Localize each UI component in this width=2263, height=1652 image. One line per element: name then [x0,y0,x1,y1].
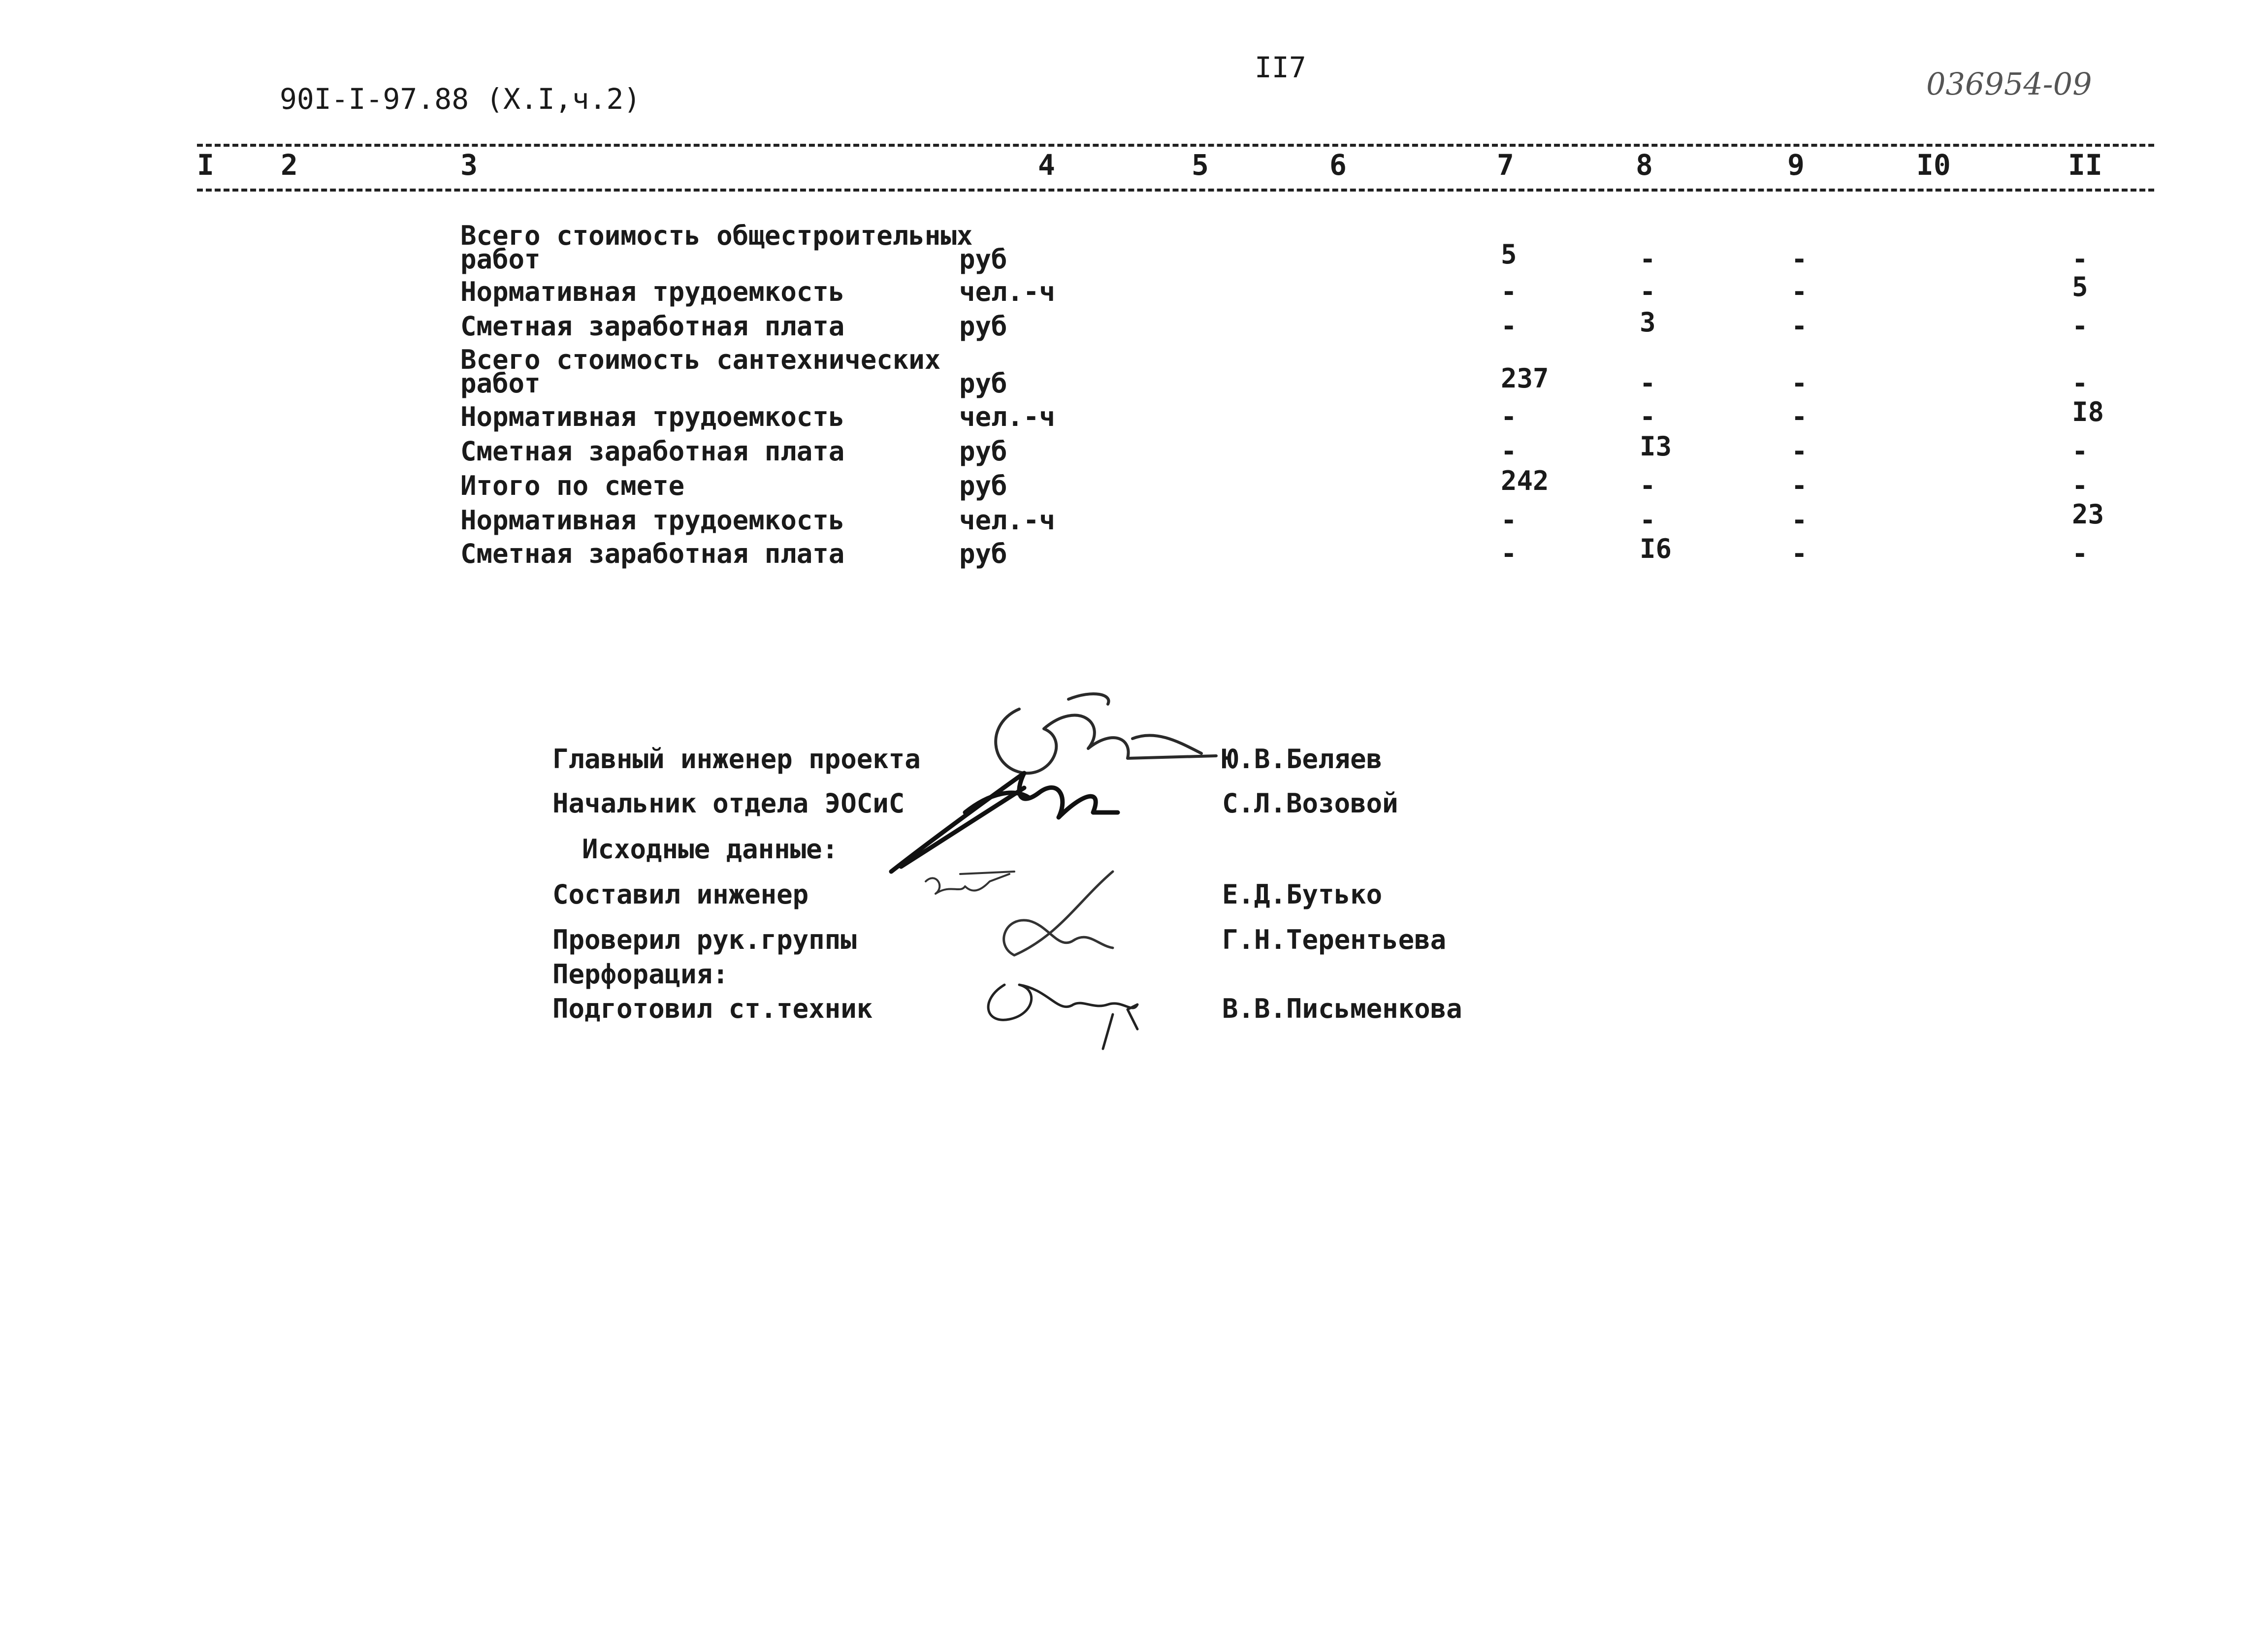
row-unit: руб [959,368,1007,399]
row-col11: - [2072,244,2088,275]
row-col7: 5 [1501,239,1517,270]
row-col8: - [1640,244,1656,275]
row-col9: - [1791,368,1808,399]
signature-role: Главный инженер проекта [552,744,921,775]
row-col7: - [1501,505,1517,536]
row-name: Итого по смете [460,470,685,501]
signature-section-heading: Исходные данные: [582,834,839,865]
row-col7: - [1501,311,1517,342]
row-col7: - [1501,401,1517,432]
row-col7: 242 [1501,465,1549,496]
row-col9: - [1791,244,1808,275]
col-header-5: 5 [1192,148,1209,182]
row-name: Нормативная трудоемкость [460,505,845,536]
row-col11: - [2072,538,2088,569]
signature-name: Г.Н.Терентьева [1222,924,1447,955]
row-col8: - [1640,401,1656,432]
row-col8: - [1640,368,1656,399]
row-col8: - [1640,276,1656,307]
row-name-cont: работ [460,368,541,399]
col-header-8: 8 [1636,148,1653,182]
row-name: Сметная заработная плата [460,538,845,569]
col-header-1: I [197,148,214,182]
archive-number: 036954-09 [1926,66,2092,102]
row-unit: руб [959,436,1007,467]
col-header-4: 4 [1038,148,1055,182]
col-header-9: 9 [1787,148,1805,182]
row-col7: - [1501,538,1517,569]
row-col11: - [2072,436,2088,467]
row-unit: руб [959,244,1007,275]
row-col11: I8 [2072,396,2104,427]
signature-section-heading: Перфорация: [552,959,729,990]
signature-name: Ю.В.Беляев [1222,744,1383,775]
signature-name: Е.Д.Бутько [1222,879,1383,910]
row-name: Всего стоимость общестроительных [460,220,973,251]
row-col9: - [1791,436,1808,467]
row-unit: руб [959,538,1007,569]
signature-name: С.Л.Возовой [1222,788,1398,819]
col-header-10: I0 [1916,148,1951,182]
row-col7: - [1501,436,1517,467]
row-col8: - [1640,505,1656,536]
row-col9: - [1791,538,1808,569]
row-name: Нормативная трудоемкость [460,401,845,432]
col-header-3: 3 [460,148,478,182]
row-col8: I6 [1640,533,1672,564]
row-col7: - [1501,276,1517,307]
row-col9: - [1791,401,1808,432]
row-name: Сметная заработная плата [460,436,845,467]
row-name-cont: работ [460,244,541,275]
row-col9: - [1791,276,1808,307]
row-col8: 3 [1640,307,1656,338]
signature-role: Проверил рук.группы [552,924,857,955]
row-col11: 23 [2072,499,2104,530]
row-col11: - [2072,368,2088,399]
signature-role: Составил инженер [552,879,809,910]
row-col11: - [2072,470,2088,501]
row-unit: чел.-ч [959,401,1056,432]
row-unit: чел.-ч [959,505,1056,536]
document-code: 90I-I-97.88 (X.I,ч.2) [280,82,641,116]
row-name: Всего стоимость сантехнических [460,344,941,375]
row-unit: руб [959,470,1007,501]
col-header-2: 2 [281,148,298,182]
page-number: II7 [1255,51,1306,84]
col-header-7: 7 [1497,148,1514,182]
col-header-6: 6 [1329,148,1347,182]
row-col9: - [1791,470,1808,501]
row-col11: - [2072,311,2088,342]
row-name: Нормативная трудоемкость [460,276,845,307]
row-col9: - [1791,311,1808,342]
row-col8: - [1640,470,1656,501]
row-col8: I3 [1640,431,1672,462]
row-name: Сметная заработная плата [460,311,845,342]
row-unit: чел.-ч [959,276,1056,307]
signature-role: Подготовил ст.техник [552,993,873,1024]
row-col9: - [1791,505,1808,536]
row-unit: руб [959,311,1007,342]
signature-name: В.В.Письменкова [1222,993,1462,1024]
row-col11: 5 [2072,271,2088,302]
signature-role: Начальник отдела ЭОСиС [552,788,905,819]
col-header-11: II [2068,148,2102,182]
row-col7: 237 [1501,363,1549,394]
